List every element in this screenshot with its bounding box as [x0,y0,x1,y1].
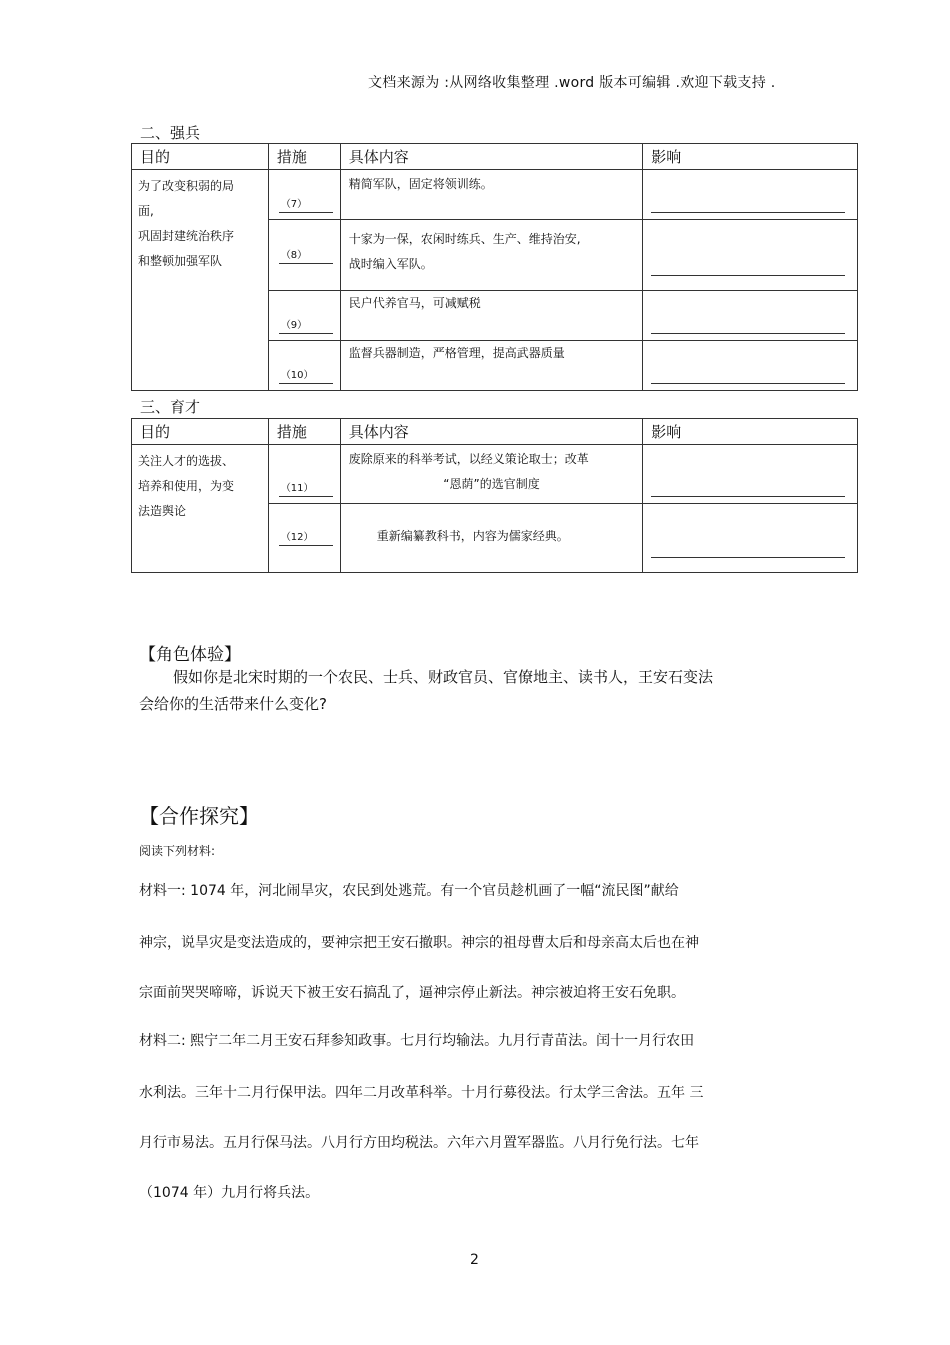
material-line: 材料一: 1074 年，河北闹旱灾，农民到处逃荒。有一个官员趁机画了一幅“流民图”献给 [139,883,679,899]
material-line: 材料二: 熙宁二年二月王安石拜参知政事。七月行均输法。九月行青苗法。闰十一月行农田 [139,1033,695,1049]
header-measure: 措施 [268,144,340,170]
purpose-line: 为了改变积弱的局 [138,179,235,193]
measure-blank-12[interactable]: （12） [279,531,333,546]
answer-line [651,274,845,276]
content-line: 监督兵器制造，严格管理，提高武器质量 [348,346,565,360]
header-measure: 措施 [268,419,340,445]
content-line: 重新编纂教科书，内容为儒家经典。 [376,529,569,543]
content-line: 精简军队，固定将领训练。 [348,177,493,191]
content-line: 十家为一保，农闲时练兵、生产、维持治安, [348,232,581,246]
header-impact: 影响 [643,419,858,445]
measure-cell [268,445,340,504]
table-row [132,445,858,504]
section-title-strong-army: 二、强兵 [140,124,201,142]
impact-blank[interactable] [643,170,858,220]
measure-blank-8[interactable]: （8） [279,249,333,264]
content-line: “恩荫”的选官制度 [443,477,540,491]
role-experience-title: 【角色体验】 [139,645,241,665]
content-line: 战时编入军队。 [348,257,433,271]
purpose-cell [132,445,269,573]
measure-cell [268,341,340,391]
impact-blank[interactable] [643,504,858,573]
purpose-line: 法造舆论 [138,504,187,518]
content-cell [340,291,643,341]
measure-blank-9[interactable]: （9） [279,319,333,334]
answer-line [651,382,845,384]
content-line: 废除原来的科举考试，以经义策论取士；改革 [348,452,589,466]
material-line: （1074 年）九月行将兵法。 [139,1185,320,1201]
measure-blank-7[interactable]: （7） [279,198,333,213]
table-header-row [132,144,858,170]
section-title-education: 三、育才 [140,398,201,416]
header-impact: 影响 [643,144,858,170]
answer-line [651,495,845,497]
education-table [131,418,858,573]
content-cell [340,220,643,291]
material-line: 神宗，说旱灾是变法造成的，要神宗把王安石撤职。神宗的祖母曹太后和母亲高太后也在神 [139,935,699,951]
impact-blank[interactable] [643,445,858,504]
content-cell [340,341,643,391]
purpose-line: 培养和使用，为变 [138,479,235,493]
measure-blank-10[interactable]: （10） [279,369,333,384]
measure-cell [268,291,340,341]
purpose-line: 关注人才的选拔、 [138,454,235,468]
material-line: 水利法。三年十二月行保甲法。四年二月改革科举。十月行募役法。行太学三舍法。五年 三 [139,1085,704,1101]
page-number: 2 [470,1252,479,1268]
answer-line [651,556,845,558]
read-materials-label: 阅读下列材料: [139,844,216,858]
measure-cell [268,220,340,291]
question-text: 假如你是北宋时期的一个农民、士兵、财政官员、官僚地主、读书人，王安石变法 [173,668,714,686]
question-line: 会给你的生活带来什么变化? [139,695,327,713]
header-purpose: 目的 [132,419,269,445]
material-line: 月行市易法。五月行保马法。八月行方田均税法。六年六月置军器监。八月行免行法。七年 [139,1135,699,1151]
answer-line [651,332,845,334]
purpose-line: 和整顿加强军队 [138,254,223,268]
purpose-line: 面, [138,204,154,218]
measure-cell [268,170,340,220]
impact-blank[interactable] [643,220,858,291]
header-content: 具体内容 [340,144,643,170]
cooperative-inquiry-title: 【合作探究】 [139,804,259,828]
table-row [132,170,858,220]
measure-cell [268,504,340,573]
question-line [139,664,759,691]
impact-blank[interactable] [643,291,858,341]
content-cell [340,170,643,220]
role-experience-question [139,664,759,718]
measure-blank-11[interactable]: （11） [279,482,333,497]
header-content: 具体内容 [340,419,643,445]
header-purpose: 目的 [132,144,269,170]
content-cell [340,504,643,573]
table-header-row [132,419,858,445]
impact-blank[interactable] [643,341,858,391]
content-line: 民户代养官马，可减赋税 [348,296,481,310]
content-cell [340,445,643,504]
purpose-cell [132,170,269,391]
purpose-line: 巩固封建统治秩序 [138,229,235,243]
source-note: 文档来源为 :从网络收集整理 .word 版本可编辑 .欢迎下载支持 . [368,75,776,91]
strong-army-table [131,143,858,391]
answer-line [651,211,845,213]
material-line: 宗面前哭哭啼啼，诉说天下被王安石搞乱了，逼神宗停止新法。神宗被迫将王安石免职。 [139,985,685,1001]
